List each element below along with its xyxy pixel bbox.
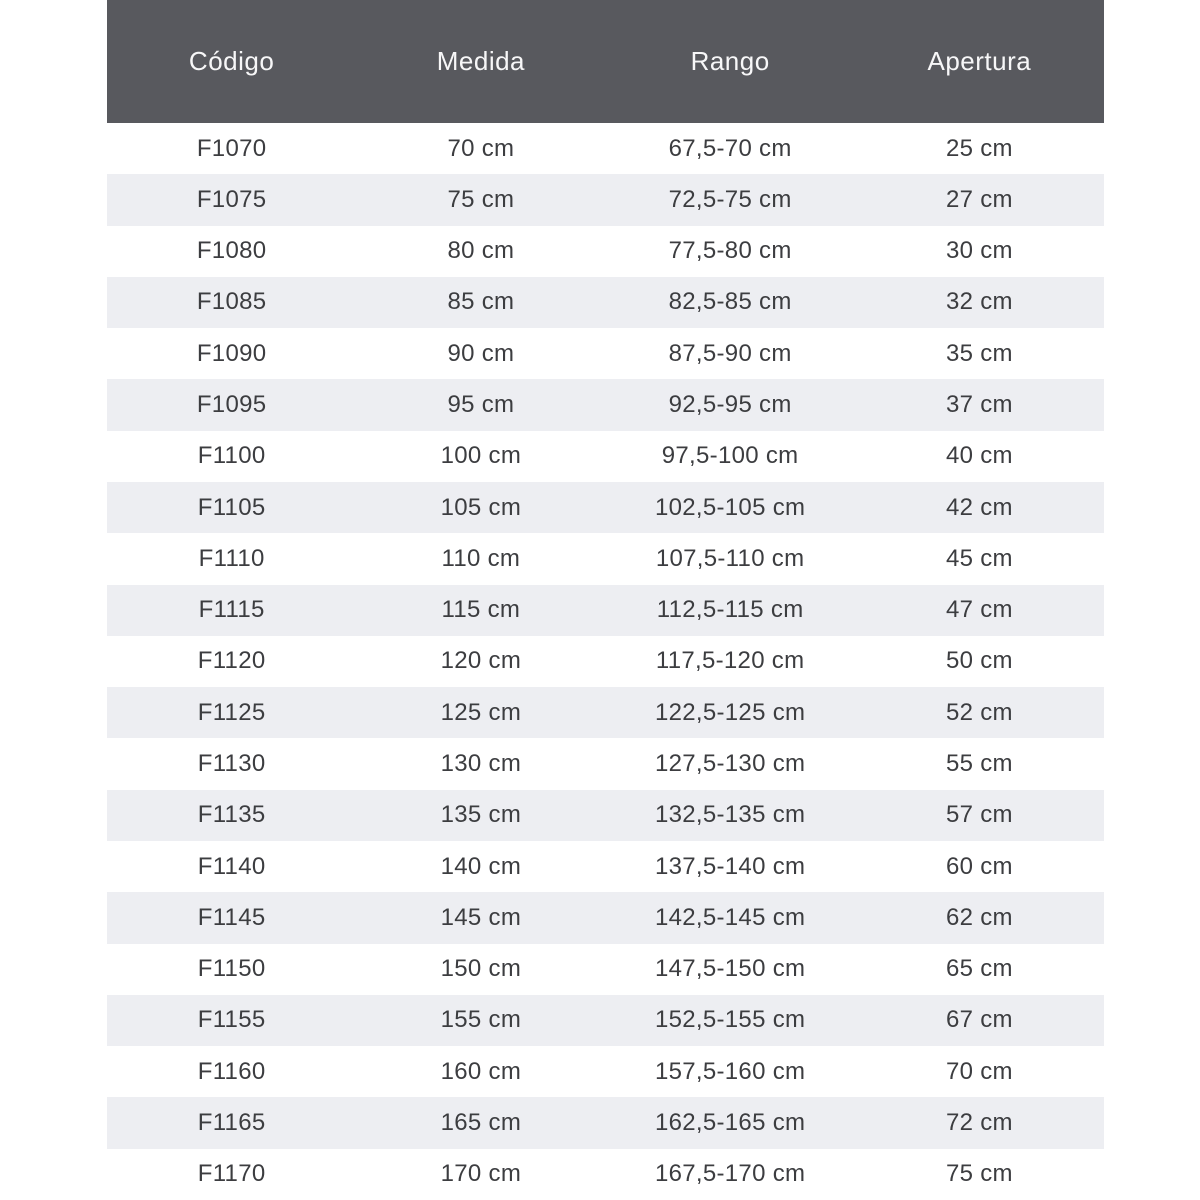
cell-rango: 122,5-125 cm	[654, 698, 806, 726]
cell-rango: 132,5-135 cm	[654, 801, 806, 829]
table-row	[107, 1046, 1104, 1097]
cell-medida: 115 cm	[441, 596, 521, 624]
table-row	[107, 174, 1104, 225]
cell-medida: 170 cm	[440, 1160, 522, 1188]
cell-apertura: 72 cm	[945, 1108, 1013, 1136]
cell-codigo: F1170	[197, 1160, 266, 1188]
cell-codigo: F1120	[197, 647, 266, 675]
cell-medida: 130 cm	[440, 750, 522, 778]
cell-apertura: 47 cm	[945, 596, 1013, 624]
cell-medida: 90 cm	[447, 339, 515, 367]
cell-apertura: 50 cm	[945, 647, 1013, 675]
cell-apertura: 35 cm	[945, 339, 1013, 367]
cell-medida: 95 cm	[447, 391, 515, 419]
cell-rango: 82,5-85 cm	[668, 288, 792, 316]
table-body	[107, 123, 1104, 1200]
cell-rango: 97,5-100 cm	[661, 442, 799, 470]
cell-apertura: 65 cm	[945, 955, 1013, 983]
cell-rango: 72,5-75 cm	[668, 185, 792, 213]
cell-apertura: 75 cm	[945, 1160, 1013, 1188]
cell-apertura: 30 cm	[945, 237, 1013, 265]
cell-rango: 157,5-160 cm	[654, 1057, 806, 1085]
cell-codigo: F1090	[196, 339, 267, 367]
cell-apertura: 57 cm	[945, 801, 1013, 829]
cell-medida: 160 cm	[440, 1057, 522, 1085]
table-row	[107, 123, 1104, 174]
table-row	[107, 226, 1104, 277]
cell-rango: 162,5-165 cm	[654, 1108, 806, 1136]
cell-codigo: F1100	[197, 442, 266, 470]
cell-apertura: 70 cm	[945, 1057, 1013, 1085]
header-rango: Rango	[690, 46, 770, 76]
cell-rango: 77,5-80 cm	[668, 237, 792, 265]
cell-codigo: F1110	[198, 544, 265, 572]
cell-medida: 140 cm	[440, 852, 522, 880]
cell-medida: 165 cm	[440, 1108, 522, 1136]
header-codigo: Código	[188, 46, 275, 76]
cell-apertura: 67 cm	[945, 1006, 1013, 1034]
cell-codigo: F1145	[197, 903, 266, 931]
table-row	[107, 636, 1104, 687]
cell-rango: 127,5-130 cm	[654, 750, 806, 778]
cell-apertura: 42 cm	[945, 493, 1013, 521]
cell-medida: 100 cm	[440, 442, 522, 470]
cell-apertura: 52 cm	[945, 698, 1013, 726]
cell-apertura: 40 cm	[945, 442, 1013, 470]
cell-apertura: 55 cm	[945, 750, 1013, 778]
cell-apertura: 27 cm	[945, 185, 1013, 213]
cell-codigo: F1070	[196, 134, 267, 162]
table-row	[107, 1149, 1104, 1200]
cell-apertura: 25 cm	[945, 134, 1013, 162]
table-row	[107, 533, 1104, 584]
cell-codigo: F1105	[197, 493, 266, 521]
table-row	[107, 585, 1104, 636]
cell-medida: 125 cm	[440, 698, 522, 726]
cell-apertura: 45 cm	[945, 544, 1013, 572]
cell-codigo: F1085	[196, 288, 267, 316]
cell-medida: 105 cm	[440, 493, 522, 521]
table-row	[107, 328, 1104, 379]
table-row	[107, 944, 1104, 995]
cell-rango: 167,5-170 cm	[654, 1160, 806, 1188]
table-row	[107, 995, 1104, 1046]
cell-apertura: 32 cm	[945, 288, 1013, 316]
cell-rango: 117,5-120 cm	[655, 647, 805, 675]
cell-medida: 110 cm	[441, 544, 521, 572]
cell-apertura: 37 cm	[945, 391, 1013, 419]
table-row	[107, 277, 1104, 328]
cell-rango: 147,5-150 cm	[654, 955, 806, 983]
cell-medida: 80 cm	[447, 237, 515, 265]
cell-codigo: F1140	[197, 852, 266, 880]
cell-rango: 87,5-90 cm	[668, 339, 792, 367]
cell-medida: 70 cm	[447, 134, 515, 162]
header-apertura: Apertura	[927, 46, 1032, 76]
cell-codigo: F1095	[196, 391, 267, 419]
cell-medida: 150 cm	[440, 955, 522, 983]
cell-apertura: 62 cm	[945, 903, 1013, 931]
cell-codigo: F1080	[196, 237, 267, 265]
cell-medida: 155 cm	[440, 1006, 522, 1034]
table-row	[107, 841, 1104, 892]
cell-medida: 135 cm	[440, 801, 522, 829]
table-row	[107, 790, 1104, 841]
cell-codigo: F1115	[198, 596, 265, 624]
cell-medida: 120 cm	[440, 647, 522, 675]
table-row	[107, 379, 1104, 430]
cell-codigo: F1165	[197, 1108, 266, 1136]
cell-rango: 152,5-155 cm	[654, 1006, 806, 1034]
cell-codigo: F1075	[196, 185, 267, 213]
table-row	[107, 892, 1104, 943]
cell-rango: 102,5-105 cm	[654, 493, 806, 521]
cell-rango: 92,5-95 cm	[668, 391, 792, 419]
table-row	[107, 687, 1104, 738]
cell-codigo: F1135	[197, 801, 266, 829]
cell-medida: 145 cm	[440, 903, 522, 931]
cell-medida: 75 cm	[447, 185, 515, 213]
cell-codigo: F1160	[197, 1057, 266, 1085]
table-header	[107, 0, 1104, 123]
cell-codigo: F1130	[197, 750, 266, 778]
cell-rango: 142,5-145 cm	[654, 903, 806, 931]
cell-medida: 85 cm	[447, 288, 515, 316]
cell-codigo: F1125	[197, 698, 266, 726]
table-row	[107, 1097, 1104, 1148]
cell-codigo: F1155	[197, 1006, 266, 1034]
cell-rango: 107,5-110 cm	[655, 544, 805, 572]
cell-rango: 137,5-140 cm	[654, 852, 806, 880]
cell-rango: 112,5-115 cm	[656, 596, 804, 624]
cell-rango: 67,5-70 cm	[668, 134, 792, 162]
table-row	[107, 482, 1104, 533]
table-row	[107, 431, 1104, 482]
header-medida: Medida	[436, 46, 526, 76]
table-row	[107, 738, 1104, 789]
size-table	[107, 0, 1104, 1200]
cell-codigo: F1150	[197, 955, 266, 983]
cell-apertura: 60 cm	[945, 852, 1013, 880]
